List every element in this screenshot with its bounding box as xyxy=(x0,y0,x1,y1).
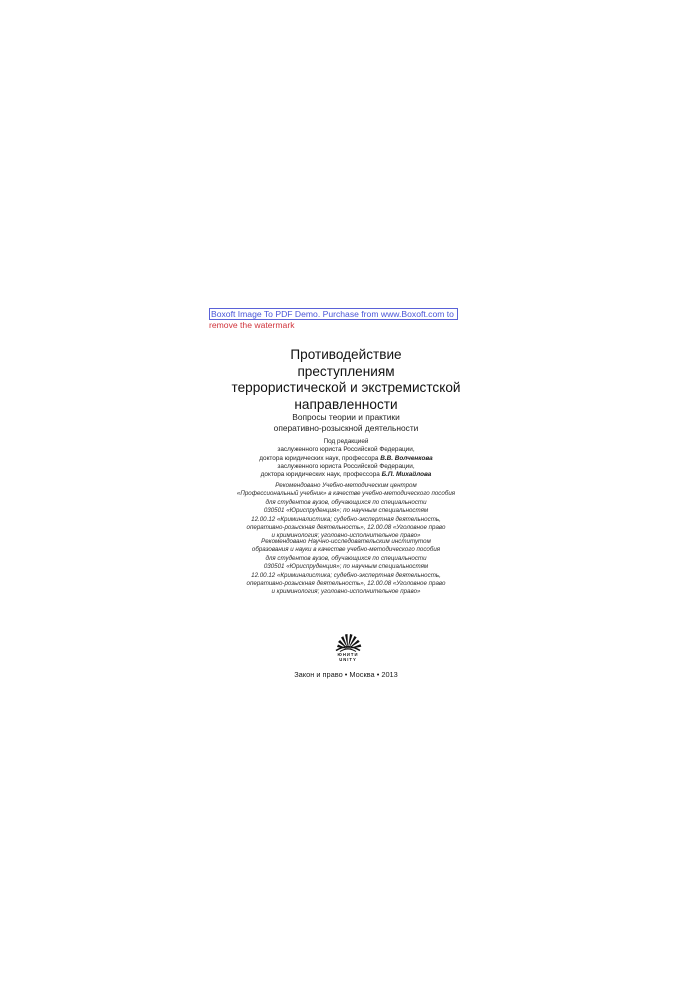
recommendation-line: 12.00.12 «Криминалистика; судебно-экспертная деятельность, xyxy=(251,571,441,579)
recommendation-line: 030501 «Юриспруденция»; по научным специальностям xyxy=(263,563,429,571)
recommendation-line: для студентов вузов, обучающихся по специальности xyxy=(265,498,427,506)
watermark-line-2: remove the watermark xyxy=(209,320,295,330)
editor-2-title: заслуженного юриста Российской Федерации, xyxy=(277,462,415,470)
editor-1-title: заслуженного юриста Российской Федерации, xyxy=(277,446,415,454)
recommendation-line: 030501 «Юриспруденция»; по научным специальностям xyxy=(263,507,429,515)
sunburst-icon xyxy=(330,625,366,652)
book-title-line: направленности xyxy=(294,396,398,412)
recommendation-line: и криминология; уголовно-исполнительное право» xyxy=(271,588,421,596)
publisher-logo-text xyxy=(328,652,368,662)
editor-2-line xyxy=(196,471,496,479)
publisher-name-ru: ЮНИТИ xyxy=(337,652,359,657)
book-title-line: террористической и экстремистской xyxy=(231,380,461,396)
editors-block xyxy=(196,438,496,479)
book-title-line: Противодействие xyxy=(290,347,402,362)
publisher-name-en: UNITY xyxy=(339,657,357,662)
book-subtitle-line: Вопросы теории и практики xyxy=(292,412,400,422)
recommendation-2 xyxy=(196,538,496,597)
book-subtitle-line: оперативно-розыскной деятельности xyxy=(273,423,419,433)
recommendation-line: и криминология; уголовно-исполнительное право» xyxy=(271,532,421,540)
editor-1-name: В.В. Волченкова xyxy=(380,454,433,462)
watermark xyxy=(209,308,454,330)
recommendation-line: 12.00.12 «Криминалистика; судебно-экспертная деятельность, xyxy=(251,515,441,523)
editor-1-line xyxy=(196,455,496,463)
book-subtitle xyxy=(196,412,496,434)
editor-2-name: Б.П. Михайлова xyxy=(381,471,432,479)
recommendation-line: Рекомендовано Учебно-методическим центром xyxy=(275,482,417,489)
recommendation-line: оперативно-розыскная деятельность», 12.00.08 «Уголовное право xyxy=(246,524,446,532)
recommendation-line: «Профессиональный учебник» в качестве учебно-методического пособия xyxy=(236,490,456,498)
recommendation-line: образования и науки в качестве учебно-методического пособия xyxy=(251,546,441,554)
recommendation-line: для студентов вузов, обучающихся по специальности xyxy=(265,554,427,562)
watermark-line-1[interactable]: Boxoft Image To PDF Demo. Purchase from www.Boxoft.com to xyxy=(209,308,458,320)
recommendation-1 xyxy=(196,482,496,541)
book-title xyxy=(196,347,496,413)
editor-1-degree: доктора юридических наук, профессора xyxy=(259,454,379,462)
recommendation-line: Рекомендовано Научно-исследовательским институтом xyxy=(261,538,431,545)
editor-2-degree: доктора юридических наук, профессора xyxy=(260,471,380,479)
unity-publisher-logo-icon xyxy=(330,625,366,669)
imprint-line: Закон и право • Москва • 2013 xyxy=(294,670,398,679)
recommendation-line: оперативно-розыскная деятельность», 12.00.08 «Уголовное право xyxy=(246,580,446,588)
book-title-line: преступлениям xyxy=(297,363,395,379)
editors-heading: Под редакцией xyxy=(323,438,369,445)
